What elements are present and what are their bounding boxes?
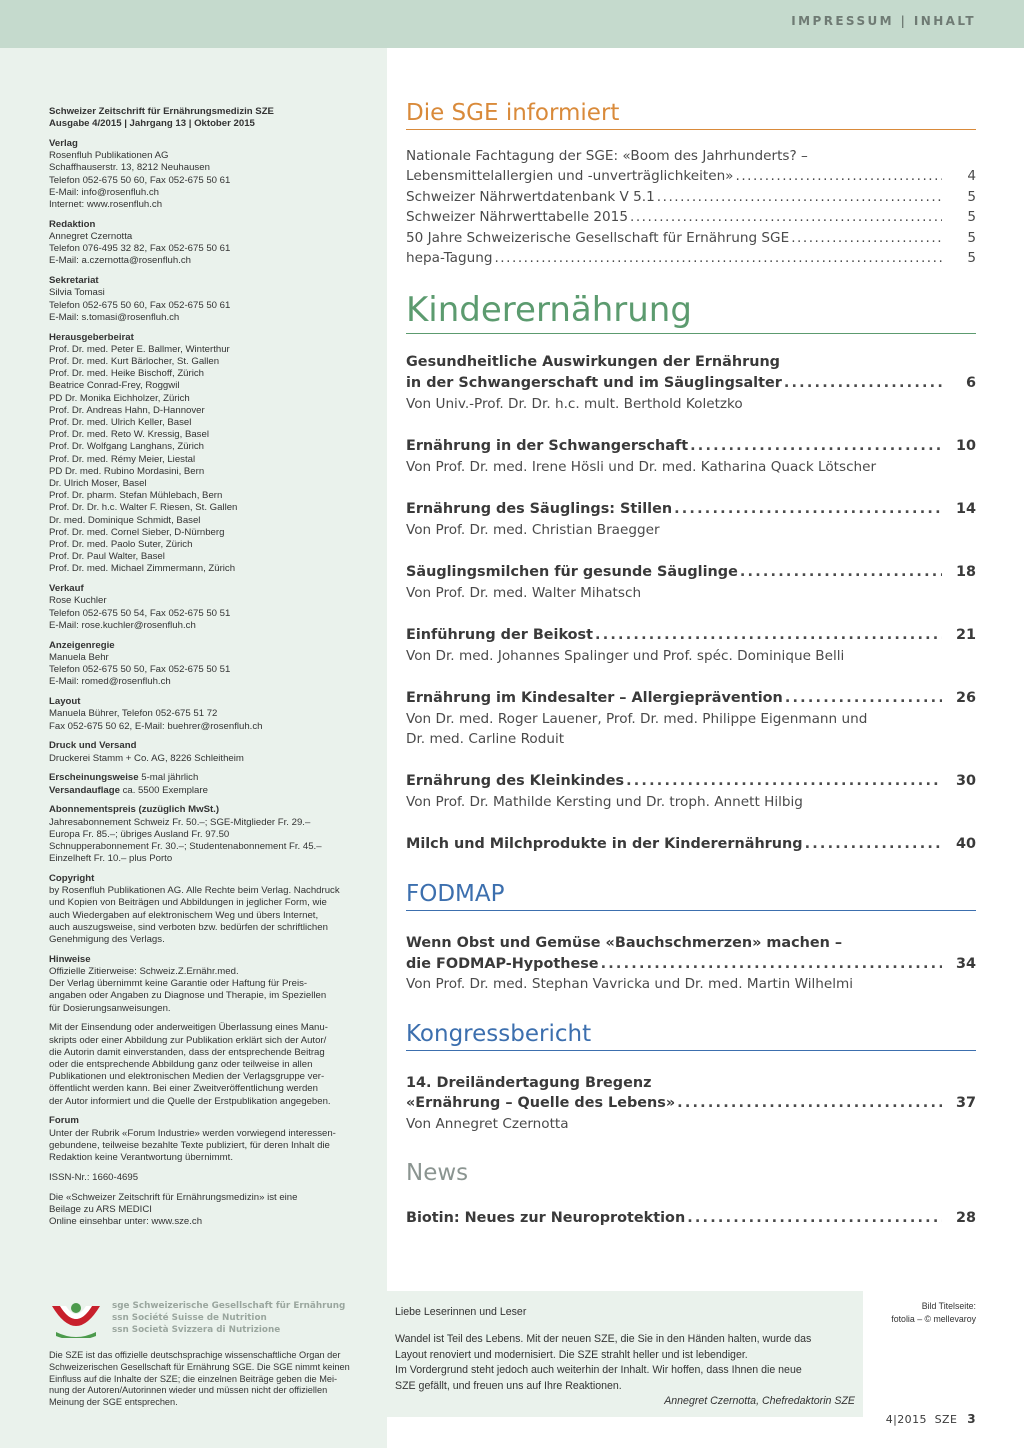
leader-dots — [690, 436, 942, 457]
impressum-line: Telefon 076-495 32 82, Fax 052-675 50 61 — [49, 243, 231, 255]
article-heading — [406, 625, 976, 646]
toc-article[interactable] — [406, 1073, 976, 1135]
impressum-line: Prof. Dr. Andreas Hahn, D-Hannover — [49, 404, 205, 416]
impressum-line: Publikationen und elektronischen Medien der Verlagsgruppe ver- — [49, 1071, 325, 1083]
page-number: 21 — [955, 627, 976, 644]
article-title-row — [406, 954, 976, 975]
impressum-block — [49, 696, 379, 733]
sge-info-line: Einfluss auf die Inhalte der SZE; die einzelnen Beiträge geben die Mei- — [49, 1373, 338, 1384]
impressum-line: Schaffhauserstr. 13, 8212 Neuhausen — [49, 162, 210, 174]
footer-issue: 4|2015 — [885, 1413, 927, 1426]
impressum-block — [49, 583, 379, 632]
impressum-line: Telefon 052-675 50 60, Fax 052-675 50 61 — [49, 299, 231, 311]
impressum-line: Prof. Dr. med. Heike Bischoff, Zürich — [49, 368, 204, 380]
article-authors: Von Univ.-Prof. Dr. Dr. h.c. mult. Berthold Koletzko — [406, 395, 743, 412]
impressum-block — [49, 275, 379, 324]
sge-list — [406, 146, 976, 268]
page-number: 6 — [965, 375, 976, 392]
impressum-line: Prof. Dr. med. Michael Zimmermann, Zürich — [49, 563, 236, 575]
article-title: Ernährung des Säuglings: Stillen — [406, 501, 673, 518]
impressum-line: Redaktion keine Verantwortung übernimmt. — [49, 1151, 233, 1163]
impressum-line: E-Mail: info@rosenfluh.ch — [49, 186, 159, 198]
page-number: 26 — [955, 690, 976, 707]
toc-article[interactable] — [406, 562, 976, 603]
news-article[interactable] — [406, 1208, 976, 1229]
toc-entry[interactable] — [406, 207, 976, 227]
article-authors: Von Annegret Czernotta — [406, 1115, 569, 1132]
page-number: 5 — [967, 209, 976, 226]
leader-dots — [494, 248, 942, 268]
toc-entry-title: Schweizer Nährwerttabelle 2015 — [406, 209, 628, 226]
section-title-kinder: Kinderernährung — [406, 290, 976, 334]
leader-dots — [784, 373, 942, 394]
article-title-row — [406, 834, 976, 855]
letter-line: Wandel ist Teil des Lebens. Mit der neuen SZE, die Sie in den Händen halten, wurde das — [395, 1333, 812, 1346]
impressum-copyright-block — [49, 873, 379, 946]
article-title-row — [406, 436, 976, 457]
article-title: Milch und Milchprodukte in der Kinderernährung — [406, 836, 803, 853]
page-number: 5 — [967, 229, 976, 246]
impressum-line: Prof. Dr. med. Kurt Bärlocher, St. Gallen — [49, 356, 220, 368]
erscheinung-label: Erscheinungsweise — [49, 772, 139, 784]
article-heading — [406, 688, 976, 709]
impressum-block — [49, 219, 379, 268]
impressum-line: Jahresabonnement Schweiz Fr. 50.–; SGE-Mitglieder Fr. 29.– — [49, 816, 311, 828]
journal-info — [49, 106, 379, 130]
article-authors: Von Dr. med. Johannes Spalinger und Prof. spéc. Dominique Belli — [406, 647, 845, 664]
impressum-line: PD Dr. med. Rubino Mordasini, Bern — [49, 465, 205, 477]
impressum-line: Prof. Dr. med. Ulrich Keller, Basel — [49, 417, 192, 429]
leader-dots — [595, 625, 942, 646]
impressum-line: E-Mail: romed@rosenfluh.ch — [49, 676, 171, 688]
impressum-line: Dr. Ulrich Moser, Basel — [49, 478, 147, 490]
header-bar — [0, 0, 1024, 48]
sge-info-line: Die SZE ist das offizielle deutschsprachige wissenschaftliche Organ der — [49, 1350, 341, 1360]
footer-journal: SZE — [934, 1413, 958, 1426]
impressum-line: PD Dr. Monika Eichholzer, Zürich — [49, 392, 190, 404]
leader-dots — [791, 228, 942, 248]
leader-dots — [657, 187, 942, 207]
article-title-line: Wenn Obst und Gemüse «Bauchschmerzen» machen – — [406, 935, 843, 952]
article-authors: Von Prof. Dr. med. Stephan Vavricka und Dr. med. Martin Wilhelmi — [406, 976, 854, 993]
section-title-kongress: Kongressbericht — [406, 1021, 976, 1051]
toc-article[interactable] — [406, 436, 976, 477]
toc-article[interactable] — [406, 499, 976, 540]
leader-dots — [805, 834, 942, 855]
issn-number: ISSN-Nr.: 1660-4695 — [49, 1171, 139, 1183]
impressum-line: Rosenfluh Publikationen AG — [49, 150, 169, 162]
fodmap-article — [406, 933, 976, 995]
article-title-row — [406, 625, 976, 646]
leader-dots — [785, 688, 942, 709]
article-title: Ernährung im Kindesalter – Allergieprävention — [406, 690, 783, 707]
leader-dots — [736, 166, 943, 186]
impressum-line: Online einsehbar unter: www.sze.ch — [49, 1215, 203, 1227]
toc-article[interactable] — [406, 688, 976, 749]
impressum-line: Offizielle Zitierweise: Schweiz.Z.Ernähr.med. — [49, 965, 239, 977]
sge-logo — [50, 1300, 380, 1344]
impressum-line: Druckerei Stamm + Co. AG, 8226 Schleitheim — [49, 752, 244, 764]
page-footer — [886, 1412, 976, 1426]
impressum-line: Prof. Dr. med. Cornel Sieber, D-Nürnberg — [49, 526, 225, 538]
article-title: «Ernährung – Quelle des Lebens» — [406, 1095, 676, 1112]
impressum-line: Prof. Dr. Dr. h.c. Walter F. Riesen, St. Gallen — [49, 502, 238, 514]
article-authors: Von Prof. Dr. med. Irene Hösli und Dr. med. Katharina Quack Lötscher — [406, 458, 877, 475]
impressum-line: E-Mail: s.tomasi@rosenfluh.ch — [49, 311, 180, 323]
toc-entry-title: Schweizer Nährwertdatenbank V 5.1 — [406, 188, 655, 205]
impressum-line: Manuela Bührer, Telefon 052-675 51 72 — [49, 708, 218, 720]
impressum-line: Prof. Dr. med. Reto W. Kressig, Basel — [49, 429, 209, 441]
article-authors: Dr. med. Carline Roduit — [406, 731, 565, 748]
article-title-row — [406, 373, 976, 394]
toc-entry[interactable] — [406, 228, 976, 248]
impressum-block-title: Verkauf — [49, 583, 84, 595]
page-number: 10 — [955, 438, 976, 455]
impressum-line: Prof. Dr. pharm. Stefan Mühlebach, Bern — [49, 490, 223, 502]
impressum-line: Prof. Dr. med. Rémy Meier, Liestal — [49, 453, 196, 465]
impressum-line: Schnupperabonnement Fr. 30.–; Studentenabonnement Fr. 45.– — [49, 840, 322, 852]
impressum-blocks — [49, 138, 379, 765]
impressum-line: angaben oder Angaben zu Diagnose und Therapie, im Speziellen — [49, 990, 327, 1002]
impressum-line: Der Verlag übernimmt keine Garantie oder Haftung für Preis- — [49, 978, 308, 990]
impressum-line: Telefon 052-675 50 50, Fax 052-675 50 51 — [49, 664, 231, 676]
article-title-line: 14. Dreiländertagung Bregenz — [406, 1074, 652, 1091]
article-heading — [406, 1073, 976, 1114]
cover-credit-line-2: fotolia – © mellevaroy — [891, 1314, 976, 1324]
article-heading — [406, 499, 976, 520]
article-heading — [406, 352, 976, 393]
erscheinung-value: 5-mal jährlich — [141, 772, 199, 784]
page-number: 14 — [955, 501, 976, 518]
table-of-contents — [406, 100, 976, 1229]
letter-greeting: Liebe Leserinnen und Leser — [395, 1306, 527, 1318]
editor-letter — [387, 1291, 863, 1417]
toc-article[interactable] — [406, 834, 976, 855]
letter-line: SZE gefällt, und freuen uns auf Ihre Reaktionen. — [395, 1379, 622, 1392]
impressum-block-title: Verlag — [49, 138, 78, 149]
impressum-line: Dr. med. Dominique Schmidt, Basel — [49, 514, 201, 526]
impressum-block-title: Abonnementspreis (zuzüglich MwSt.) — [49, 804, 220, 816]
issue-line: Ausgabe 4/2015 | Jahrgang 13 | Oktober 2015 — [49, 118, 255, 130]
article-title-row — [406, 688, 976, 709]
sge-logo-line-1: sge Schweizerische Gesellschaft für Ernährung — [112, 1301, 346, 1311]
section-title-news: News — [406, 1160, 469, 1187]
section-title-sge: Die SGE informiert — [406, 100, 976, 130]
impressum-line: oder die entsprechende Abbildung ganz oder teilweise in allen — [49, 1058, 313, 1070]
leader-dots — [677, 1093, 942, 1114]
impressum-line: Die «Schweizer Zeitschrift für Ernährungsmedizin» ist eine — [49, 1191, 298, 1203]
impressum-line: Beilage zu ARS MEDICI — [49, 1203, 152, 1215]
sge-logo-line-2: ssn Société Suisse de Nutrition — [112, 1313, 267, 1323]
letter-signature: Annegret Czernotta, Chefredaktorin SZE — [664, 1395, 855, 1408]
impressum-line: by Rosenfluh Publikationen AG. Alle Rechte beim Verlag. Nachdruck — [49, 885, 340, 897]
impressum-block-title: Herausgeberbeirat — [49, 331, 134, 343]
impressum-line: der Autor informiert und die Quelle der Erstpublikation angegeben. — [49, 1095, 331, 1107]
article-heading — [406, 771, 976, 792]
toc-entry[interactable] — [406, 187, 976, 207]
impressum-line: Europa Fr. 85.–; übriges Ausland Fr. 97.50 — [49, 828, 230, 840]
article-authors: Von Prof. Dr. med. Walter Mihatsch — [406, 584, 642, 601]
article-title-row — [406, 499, 976, 520]
article-title: Ernährung des Kleinkindes — [406, 773, 625, 790]
impressum-line: E-Mail: a.czernotta@rosenfluh.ch — [49, 255, 191, 267]
sge-info-line: Meinung der SGE entsprechen. — [49, 1397, 178, 1408]
impressum-line: Einzelheft Fr. 10.– plus Porto — [49, 853, 173, 865]
article-heading — [406, 436, 976, 457]
article-title: Säuglingsmilchen für gesunde Säuglinge — [406, 564, 738, 581]
page-number: 37 — [955, 1095, 976, 1112]
letter-line: Im Vordergrund steht jedoch auch weiterhin der Inhalt. Wir hoffen, dass Ihnen die neue — [395, 1364, 802, 1377]
article-heading — [406, 933, 976, 974]
erscheinung-block — [49, 772, 379, 796]
toc-article[interactable] — [406, 625, 976, 666]
page-number: 5 — [967, 188, 976, 205]
impressum-hinweise-block — [49, 954, 379, 1015]
section-label: IMPRESSUM | INHALT — [791, 14, 976, 28]
impressum-line: E-Mail: rose.kuchler@rosenfluh.ch — [49, 619, 196, 631]
auflage-label: Versandauflage — [49, 784, 120, 796]
leader-dots — [687, 1208, 942, 1229]
sge-info-line: Schweizerischen Gesellschaft für Ernährung SGE. Die SGE nimmt keinen — [49, 1361, 350, 1372]
impressum-line: Prof. Dr. med. Paolo Suter, Zürich — [49, 539, 193, 551]
impressum-block — [49, 740, 379, 764]
impressum-line: auch auszugsweise, sind verboten bzw. bedürfen der schriftlichen — [49, 921, 328, 933]
impressum-block-title: Redaktion — [49, 218, 96, 230]
sge-logo-mark — [50, 1302, 102, 1338]
impressum-line: Prof. Dr. med. Peter E. Ballmer, Winterthur — [49, 343, 230, 355]
sge-info-text — [49, 1350, 379, 1409]
article-title-line: Gesundheitliche Auswirkungen der Ernährung — [406, 354, 780, 371]
impressum-block-title: Copyright — [49, 872, 95, 884]
impressum-forum-block — [49, 1115, 379, 1164]
leader-dots — [630, 207, 942, 227]
sge-intro: Nationale Fachtagung der SGE: «Boom des Jahrhunderts? – — [406, 148, 808, 164]
article-authors: Von Prof. Dr. Mathilde Kersting und Dr. troph. Annett Hilbig — [406, 794, 803, 811]
sge-info-line: nung der Autoren/Autorinnen wieder und müssen nicht der offiziellen — [49, 1385, 328, 1396]
toc-entry[interactable] — [406, 248, 976, 268]
leader-dots — [674, 499, 942, 520]
impressum-line: gebundene, teilweise bezahlte Texte publiziert, für deren Inhalt die — [49, 1139, 330, 1151]
page-number: 18 — [955, 564, 976, 581]
impressum-line: Internet: www.rosenfluh.ch — [49, 199, 163, 211]
article-title: Biotin: Neues zur Neuroprotektion — [406, 1210, 686, 1227]
page-number: 34 — [955, 955, 976, 972]
impressum-line: auch Wiedergaben auf elektronischem Weg und übers Internet, — [49, 909, 319, 921]
impressum-block-title: Forum — [49, 1115, 79, 1127]
toc-article[interactable] — [406, 771, 976, 812]
footer-page-number: 3 — [967, 1412, 976, 1426]
toc-article[interactable] — [406, 933, 976, 995]
page-number: 40 — [955, 836, 976, 853]
impressum-block — [49, 138, 379, 211]
toc-entry-title: Lebensmittelallergien und -unverträglichkeiten» — [406, 168, 734, 185]
impressum-tail — [49, 804, 379, 1228]
impressum-abo-block — [49, 804, 379, 865]
impressum-column — [49, 106, 379, 1236]
impressum-einsendung-block — [49, 1022, 379, 1107]
article-heading — [406, 562, 976, 583]
impressum-line: Prof. Dr. Wolfgang Langhans, Zürich — [49, 441, 205, 453]
impressum-line: für Dosierungsanweisungen. — [49, 1002, 171, 1014]
impressum-block-title: Hinweise — [49, 953, 91, 965]
impressum-line: Annegret Czernotta — [49, 231, 133, 243]
impressum-block-title: Druck und Versand — [49, 740, 137, 752]
toc-entry[interactable] — [406, 166, 976, 186]
sge-logo-line-3: ssn Società Svizzera di Nutrizione — [112, 1325, 281, 1335]
article-title-row — [406, 562, 976, 583]
impressum-beilage-block — [49, 1192, 379, 1229]
leader-dots — [740, 562, 942, 583]
toc-article[interactable] — [406, 352, 976, 414]
impressum-block-title: Layout — [49, 696, 81, 708]
article-title: Ernährung in der Schwangerschaft — [406, 438, 689, 455]
letter-line: Layout renoviert und modernisiert. Die SZE strahlt heller und ist lebendiger. — [395, 1348, 748, 1361]
article-title-row — [406, 771, 976, 792]
impressum-line: und Kopien von Beiträgen und Abbildungen in jeglicher Form, wie — [49, 897, 327, 909]
article-heading — [406, 834, 976, 855]
page-number: 5 — [967, 250, 976, 267]
kinder-articles — [406, 352, 976, 855]
page-number: 30 — [955, 773, 976, 790]
section-title-fodmap: FODMAP — [406, 881, 976, 911]
impressum-block — [49, 332, 379, 576]
impressum-block — [49, 640, 379, 689]
impressum-line: öffentlicht werden kann. Bei einer Zweitveröffentlichung werden — [49, 1083, 318, 1095]
impressum-line: Mit der Einsendung oder anderweitigen Überlassung eines Manu- — [49, 1022, 328, 1034]
article-title: Einführung der Beikost — [406, 627, 594, 644]
impressum-line: skripts oder einer Abbildung zur Publikation erklärt sich der Autor/ — [49, 1034, 327, 1046]
leader-dots — [626, 771, 942, 792]
article-title: in der Schwangerschaft und im Säuglingsalter — [406, 375, 782, 392]
impressum-line: Genehmigung des Verlags. — [49, 933, 165, 945]
toc-entry-title: hepa-Tagung — [406, 250, 493, 267]
impressum-block-title: Sekretariat — [49, 275, 99, 287]
impressum-line: Silvia Tomasi — [49, 287, 105, 299]
impressum-line: Telefon 052-675 50 54, Fax 052-675 50 51 — [49, 607, 231, 619]
impressum-line: Manuela Behr — [49, 651, 109, 663]
impressum-line: Telefon 052-675 50 60, Fax 052-675 50 61 — [49, 174, 231, 186]
auflage-value: ca. 5500 Exemplare — [122, 784, 208, 796]
journal-name: Schweizer Zeitschrift für Ernährungsmedizin SZE — [49, 106, 274, 117]
cover-credit-line-1: Bild Titelseite: — [921, 1301, 976, 1311]
page-number: 28 — [955, 1210, 976, 1227]
cover-credit — [891, 1300, 976, 1326]
page-number: 4 — [967, 168, 976, 185]
impressum-line: Fax 052-675 50 62, E-Mail: buehrer@rosenfluh.ch — [49, 720, 263, 732]
article-authors: Von Prof. Dr. med. Christian Braegger — [406, 521, 660, 538]
kongress-article — [406, 1073, 976, 1135]
impressum-line: Beatrice Conrad-Frey, Roggwil — [49, 380, 180, 392]
impressum-line: Prof. Dr. Paul Walter, Basel — [49, 551, 165, 563]
impressum-line: die Autorin damit einverstanden, dass der entsprechende Beitrag — [49, 1046, 325, 1058]
toc-entry-title: 50 Jahre Schweizerische Gesellschaft für Ernährung SGE — [406, 229, 790, 246]
impressum-block-title: Anzeigenregie — [49, 639, 115, 651]
article-title-row — [406, 1093, 976, 1114]
leader-dots — [601, 954, 942, 975]
impressum-line: Unter der Rubrik «Forum Industrie» werden vorwiegend interessen- — [49, 1127, 336, 1139]
sge-logo-text — [112, 1300, 345, 1336]
article-authors: Von Dr. med. Roger Lauener, Prof. Dr. med. Philippe Eigenmann und — [406, 710, 868, 727]
article-title: die FODMAP-Hypothese — [406, 955, 599, 972]
impressum-line: Rose Kuchler — [49, 595, 107, 607]
impressum-issn-block — [49, 1172, 379, 1184]
